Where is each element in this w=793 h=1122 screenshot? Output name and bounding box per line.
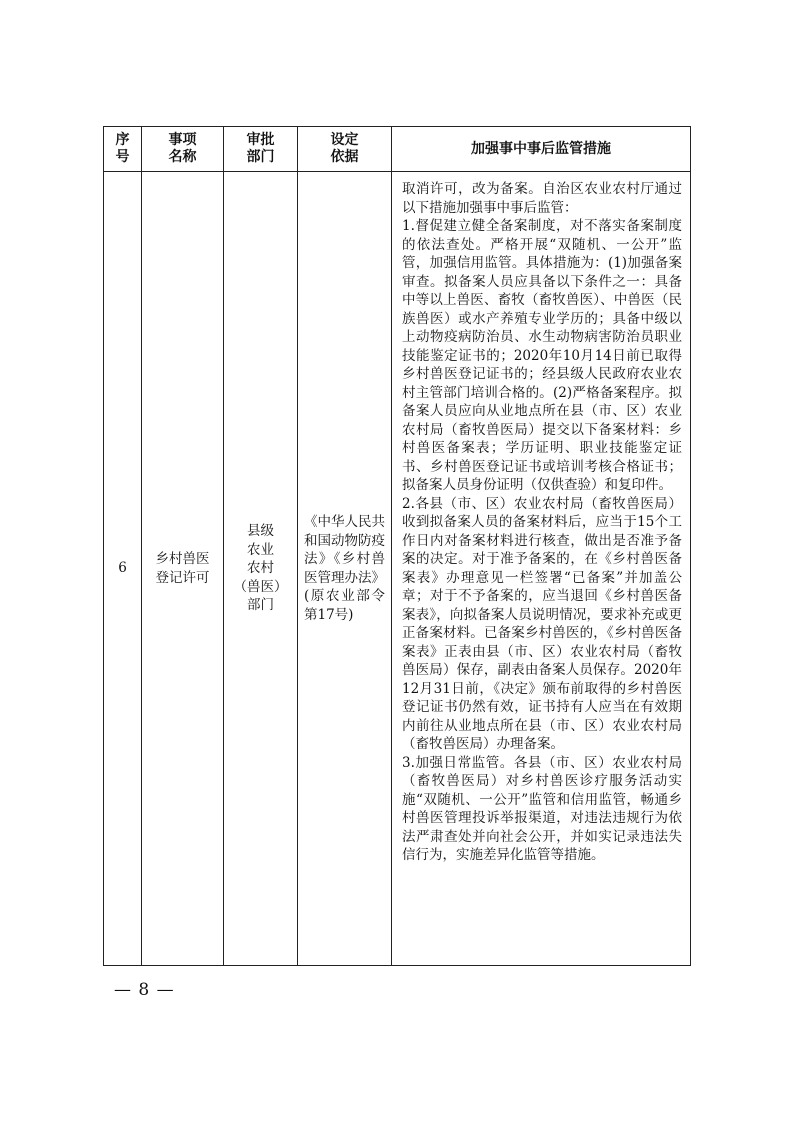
header-row: [104, 127, 691, 172]
measures-item-1: 1.督促建立健全备案制度，对不落实备案制度的依法查处。严格开展“双随机、一公开”监管，加强信用监管。具体措施为：(1)加强备案审查。拟备案人员应具备以下条件之一：具备中等以上兽医、畜牧（畜牧兽医）、中兽医（民族兽医）或水产养殖专业学历的；具备中级以上动物疫病防治员、水生动物病害防治员职业技能鉴定证书的；2020年10月14日前已取得乡村兽医登记证书的；经县级人民政府农业农村主管部门培训合格的。(2)严格备案程序。拟备案人员应向从业地点所在县（市、区）农业农村局（畜牧兽医局）提交以下备案材料：乡村兽医备案表；学历证明、职业技能鉴定证书、乡村兽医登记证书或培训考核合格证书；拟备案人员身份证明（仅供查验）和复印件。: [402, 218, 682, 493]
header-no: [104, 127, 142, 172]
header-measures: 加强事中事后监管措施: [392, 127, 691, 172]
header-item-line1: 事项: [168, 132, 197, 148]
header-basis-line2: 依据: [330, 149, 359, 165]
row-measures: [392, 172, 691, 966]
row-dept-line2: 农业: [247, 541, 274, 558]
row-dept-line1: 县级: [247, 523, 274, 540]
page-number: — 8 —: [114, 980, 175, 1000]
row-basis-text: 《中华人民共和国动物防疫法》《乡村兽医管理办法》(原农业部令第17号): [304, 514, 385, 623]
row-item-line2: 登记许可: [155, 569, 210, 586]
row-item: [142, 172, 224, 966]
row-item-line1: 乡村兽医: [155, 551, 210, 567]
header-dept-line1: 审批: [246, 132, 275, 148]
header-item-line2: 名称: [168, 149, 197, 165]
header-no-line1: 序: [115, 132, 130, 148]
row-basis: [298, 172, 392, 966]
header-dept: [224, 127, 298, 172]
header-item: [142, 127, 224, 172]
row-dept: [224, 172, 298, 966]
table-row: [104, 172, 691, 966]
header-basis-line1: 设定: [330, 132, 359, 148]
measures-item-2: 2.各县（市、区）农业农村局（畜牧兽医局）收到拟备案人员的备案材料后，应当于15个工作日内对备案材料进行核查，做出是否准予备案的决定。对于准予备案的，在《乡村兽医备案表》办理意见一栏签署“已备案”并加盖公章；对于不予备案的，应当退回《乡村兽医备案表》，向拟备案人员说明情况，要求补充或更正备案材料。已备案乡村兽医的，《乡村兽医备案表》正表由县（市、区）农业农村局（畜牧兽医局）保存，副表由备案人员保存。2020年12月31日前，《决定》颁布前取得的乡村兽医登记证书仍然有效，证书持有人应当在有效期内前往从业地点所在县（市、区）农业农村局（畜牧兽医局）办理备案。: [402, 495, 682, 752]
measures-item-3: 3.加强日常监管。各县（市、区）农业农村局（畜牧兽医局）对乡村兽医诊疗服务活动实施“双随机、一公开”监管和信用监管，畅通乡村兽医管理投诉举报渠道，对违法违规行为依法严肃查处并向社会公开，并如实记录违法失信行为，实施差异化监管等措施。: [402, 754, 682, 863]
row-no: 6: [104, 172, 142, 966]
header-no-line2: 号: [115, 149, 130, 165]
header-dept-line2: 部门: [246, 149, 275, 165]
row-dept-line5: 部门: [247, 597, 274, 614]
row-dept-line4: （兽医）: [233, 578, 288, 595]
measures-intro: 取消许可，改为备案。自治区农业农村厅通过以下措施加强事中事后监管：: [402, 181, 682, 216]
regulation-table: [103, 126, 691, 966]
header-basis: [298, 127, 392, 172]
row-dept-line3: 农村: [247, 560, 274, 577]
